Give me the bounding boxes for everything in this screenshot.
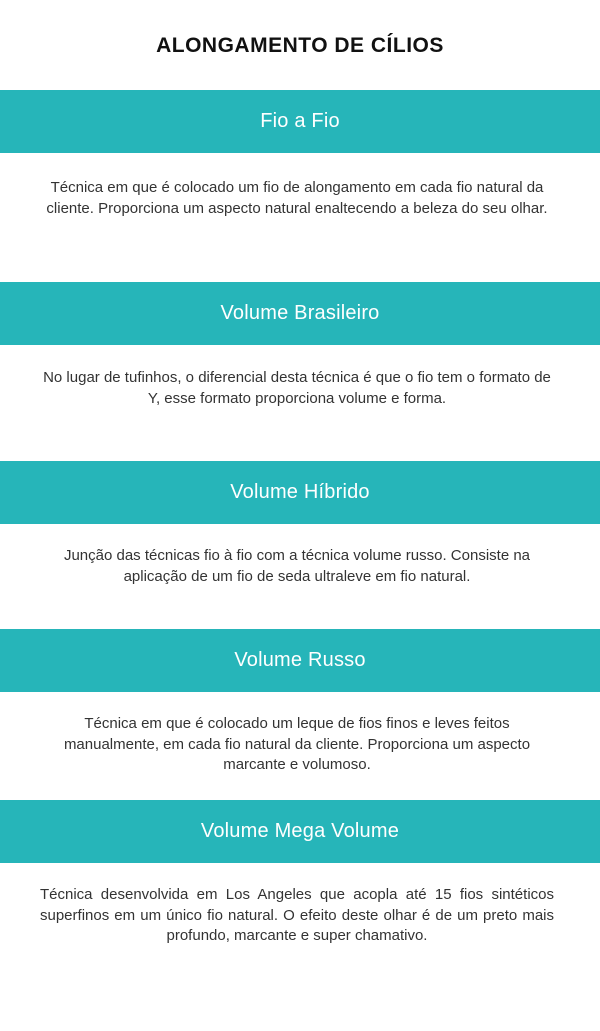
section-header-volume-hibrido <box>0 461 600 524</box>
section-header-volume-russo <box>0 629 600 692</box>
section-description: Junção das técnicas fio à fio com a técnica volume russo. Consiste na aplicação de um fio de seda ultraleve em fio natural. <box>63 547 531 585</box>
page-title: ALONGAMENTO DE CÍLIOS <box>156 34 444 57</box>
section-header-volume-mega-volume <box>0 800 600 863</box>
section-title: Fio a Fio <box>260 110 340 132</box>
section-title: Volume Russo <box>234 649 366 671</box>
section-description: Técnica em que é colocado um fio de alongamento em cada fio natural da cliente. Proporciona um aspecto natural enaltecendo a beleza do seu olhar. <box>46 179 548 217</box>
section-description: No lugar de tufinhos, o diferencial desta técnica é que o fio tem o formato de Y, esse formato proporciona volume e forma. <box>43 369 551 407</box>
section-description: Técnica em que é colocado um leque de fios finos e leves feitos manualmente, em cada fio natural da cliente. Proporciona um aspecto marcante e volumoso. <box>63 715 531 773</box>
section-description: Técnica desenvolvida em Los Angeles que acopla até 15 fios sintéticos superfinos em um único fio natural. O efeito deste olhar é de um preto mais profundo, marcante e super chamativo. <box>40 886 554 944</box>
section-header-volume-brasileiro <box>0 282 600 345</box>
section-title: Volume Híbrido <box>230 481 370 503</box>
section-title: Volume Mega Volume <box>200 820 400 842</box>
section-title: Volume Brasileiro <box>220 302 380 324</box>
section-header-fio-a-fio <box>0 90 600 153</box>
